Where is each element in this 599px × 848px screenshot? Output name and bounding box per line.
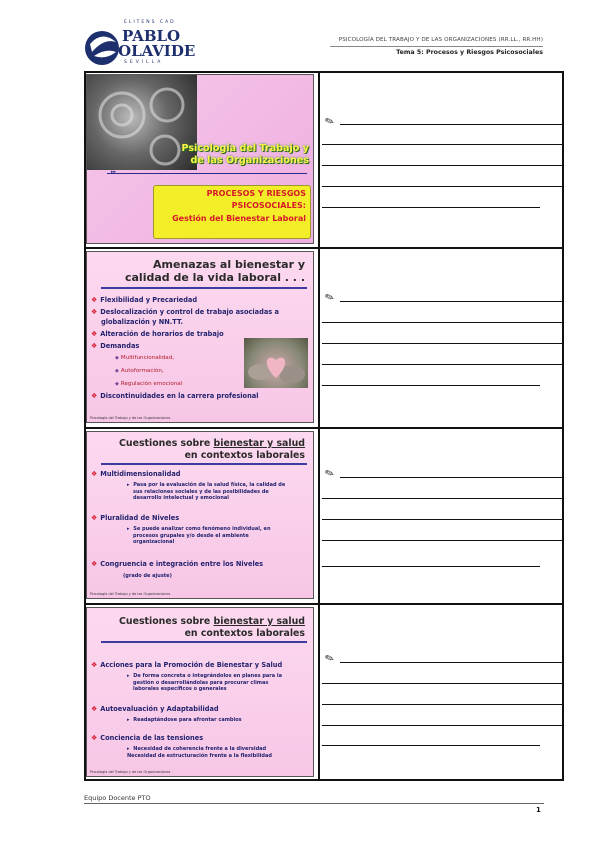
logo-bottom-text: SEVILLA	[124, 60, 164, 65]
slide-1-box-line-2: PSICOSOCIALES:	[231, 201, 306, 211]
note-line	[340, 301, 562, 302]
slide-1	[86, 74, 314, 244]
slide-2-title-underline	[101, 287, 307, 289]
desc-line: procesos grupales y/o desde el ambiente	[133, 532, 249, 539]
slide-2-item: ❖ Alteración de horarios de trabajo	[91, 330, 224, 338]
slide-4-item-1: ❖ Acciones para la Promoción de Bienestar y Salud	[91, 661, 282, 669]
slide-3-item-2: ❖ Pluralidad de Niveles	[91, 514, 179, 522]
slide-4-title-line-2: en contextos laborales	[184, 627, 305, 639]
desc-line: organizacional	[133, 539, 175, 545]
note-line	[340, 124, 562, 125]
note-line	[322, 683, 562, 684]
note-line	[340, 477, 562, 478]
note-line	[322, 540, 562, 541]
slide-3-title-pre: Cuestiones sobre	[119, 438, 214, 449]
stones-image	[244, 338, 308, 388]
slide-1-title-line-2: de las Organizaciones	[190, 154, 309, 166]
slide-2-footer: Psicología del Trabajo y de las Organizaciones	[90, 416, 171, 420]
slide-3-title-underlined: bienestar y salud	[213, 438, 305, 449]
note-line	[322, 186, 562, 187]
note-line	[322, 343, 562, 344]
slide-4-item-3-desc	[127, 746, 272, 759]
slide-1-title-line-1: Psicología del Trabajo y	[181, 143, 309, 154]
slide-2-item: ❖ Deslocalización y control de trabajo asociadas a	[91, 308, 279, 316]
pencil-icon: ✎	[323, 113, 337, 130]
desc-line: Readaptándose para afrontar cambios	[133, 717, 242, 723]
slide-2-subitem: ◆ Multifuncionalidad,	[115, 355, 174, 361]
note-line	[322, 566, 540, 567]
slide-3	[86, 431, 314, 599]
slide-1-title	[167, 143, 309, 166]
university-logo	[82, 18, 196, 70]
desc-line: laborales específicos o generales	[133, 686, 227, 692]
note-line	[322, 519, 562, 520]
desc-line: De forma concreta o integrándolos en planes para la	[133, 673, 282, 679]
note-line	[322, 704, 562, 705]
slide-2-item: ❖ Demandas	[91, 342, 139, 350]
slide-2-item: ❖ Flexibilidad y Precariedad	[91, 296, 197, 304]
note-line	[322, 745, 540, 746]
desc-line: Se puede analizar como fenómeno individual, en	[133, 526, 271, 532]
grid-row-divider	[84, 247, 564, 249]
slide-1-ornament: ▸▸	[111, 169, 117, 175]
desc-line: gestión o desarrollándolas para procurar climas	[133, 679, 269, 686]
slide-2-title-line-1: Amenazas al bienestar y	[153, 258, 305, 271]
note-line	[340, 662, 562, 663]
logo-top-text: ELITENS CAD	[124, 20, 176, 25]
grid-row-divider	[84, 603, 564, 605]
desc-line: sus relaciones sociales y de las posibilidades de	[133, 488, 269, 495]
slide-2-subitem: ◆ Autoformación,	[115, 368, 164, 374]
slide-4	[86, 607, 314, 777]
slide-3-item-1: ❖ Multidimensionalidad	[91, 470, 181, 478]
note-line	[322, 322, 562, 323]
team-label: Equipo Docente PTO	[84, 794, 151, 802]
note-line	[322, 498, 562, 499]
page-number: 1	[536, 806, 541, 814]
pencil-icon: ✎	[323, 465, 337, 482]
slide-3-item-3-note: (grado de ajuste)	[123, 573, 172, 579]
logo-name-1: PABLO	[122, 27, 181, 45]
note-line	[322, 725, 562, 726]
desc-line: Pasa por la evaluación de la salud física, la calidad de	[133, 482, 286, 488]
slide-4-title-pre: Cuestiones sobre	[119, 616, 214, 627]
slide-3-title-underline	[101, 463, 307, 465]
slide-4-item-1-desc	[127, 673, 282, 693]
slide-1-box-line-1: PROCESOS Y RIESGOS	[206, 189, 306, 198]
slide-3-item-3: ❖ Congruencia e integración entre los Niveles	[91, 560, 263, 568]
slide-1-box-line-3: Gestión del Bienestar Laboral	[172, 213, 306, 223]
note-line	[322, 364, 562, 365]
desc-line: desarrollo intelectual y emocional	[133, 495, 229, 501]
pencil-icon: ✎	[323, 289, 337, 306]
slide-2-title	[86, 258, 305, 285]
slide-4-footer: Psicología del Trabajo y de las Organizaciones	[90, 770, 171, 774]
slide-1-rule	[107, 173, 307, 174]
grid-row-divider	[84, 427, 564, 429]
slide-4-title-underlined: bienestar y salud	[213, 616, 305, 627]
note-line	[322, 165, 562, 166]
note-line	[322, 207, 540, 208]
footer-divider	[84, 803, 544, 804]
slide-3-footer: Psicología del Trabajo y de las Organizaciones	[90, 592, 171, 596]
slide-3-title-line-2: en contextos laborales	[184, 449, 305, 461]
slide-2-item-cont: globalización y NN.TT.	[101, 318, 183, 326]
slide-2	[86, 251, 314, 423]
slide-4-item-2: ❖ Autoevaluación y Adaptabilidad	[91, 705, 219, 713]
note-line	[322, 144, 562, 145]
slide-4-item-3: ❖ Conciencia de las tensiones	[91, 734, 203, 742]
slide-3-title	[86, 438, 305, 462]
topic-title: Tema 5: Procesos y Riesgos Psicosociales	[396, 49, 543, 56]
slide-4-title-underline	[101, 641, 307, 643]
pencil-icon: ✎	[323, 650, 337, 667]
slide-3-item-2-desc	[127, 526, 271, 546]
slide-4-item-2-desc	[127, 717, 242, 724]
course-title: PSICOLOGÍA DEL TRABAJO Y DE LAS ORGANIZACIONES (RR.LL., RR.HH)	[338, 37, 543, 43]
grid-column-divider	[318, 71, 320, 781]
slide-4-title	[86, 616, 305, 640]
header-divider	[330, 46, 543, 47]
desc-line: Necesidad de coherencia frente a la diversidad	[133, 746, 267, 752]
slide-2-subitem: ◆ Regulación emocional	[115, 381, 182, 387]
slide-1-box	[153, 185, 311, 239]
note-line	[322, 385, 540, 386]
slide-2-last-item: ❖ Discontinuidades en la carrera profesional	[91, 392, 258, 400]
desc-line: Necesidad de estructuración frente a la flexibilidad	[127, 752, 272, 759]
logo-name-2: OLAVIDE	[118, 42, 196, 60]
slide-3-item-1-desc	[127, 482, 285, 502]
slide-2-title-line-2: calidad de la vida laboral . . .	[124, 271, 305, 285]
